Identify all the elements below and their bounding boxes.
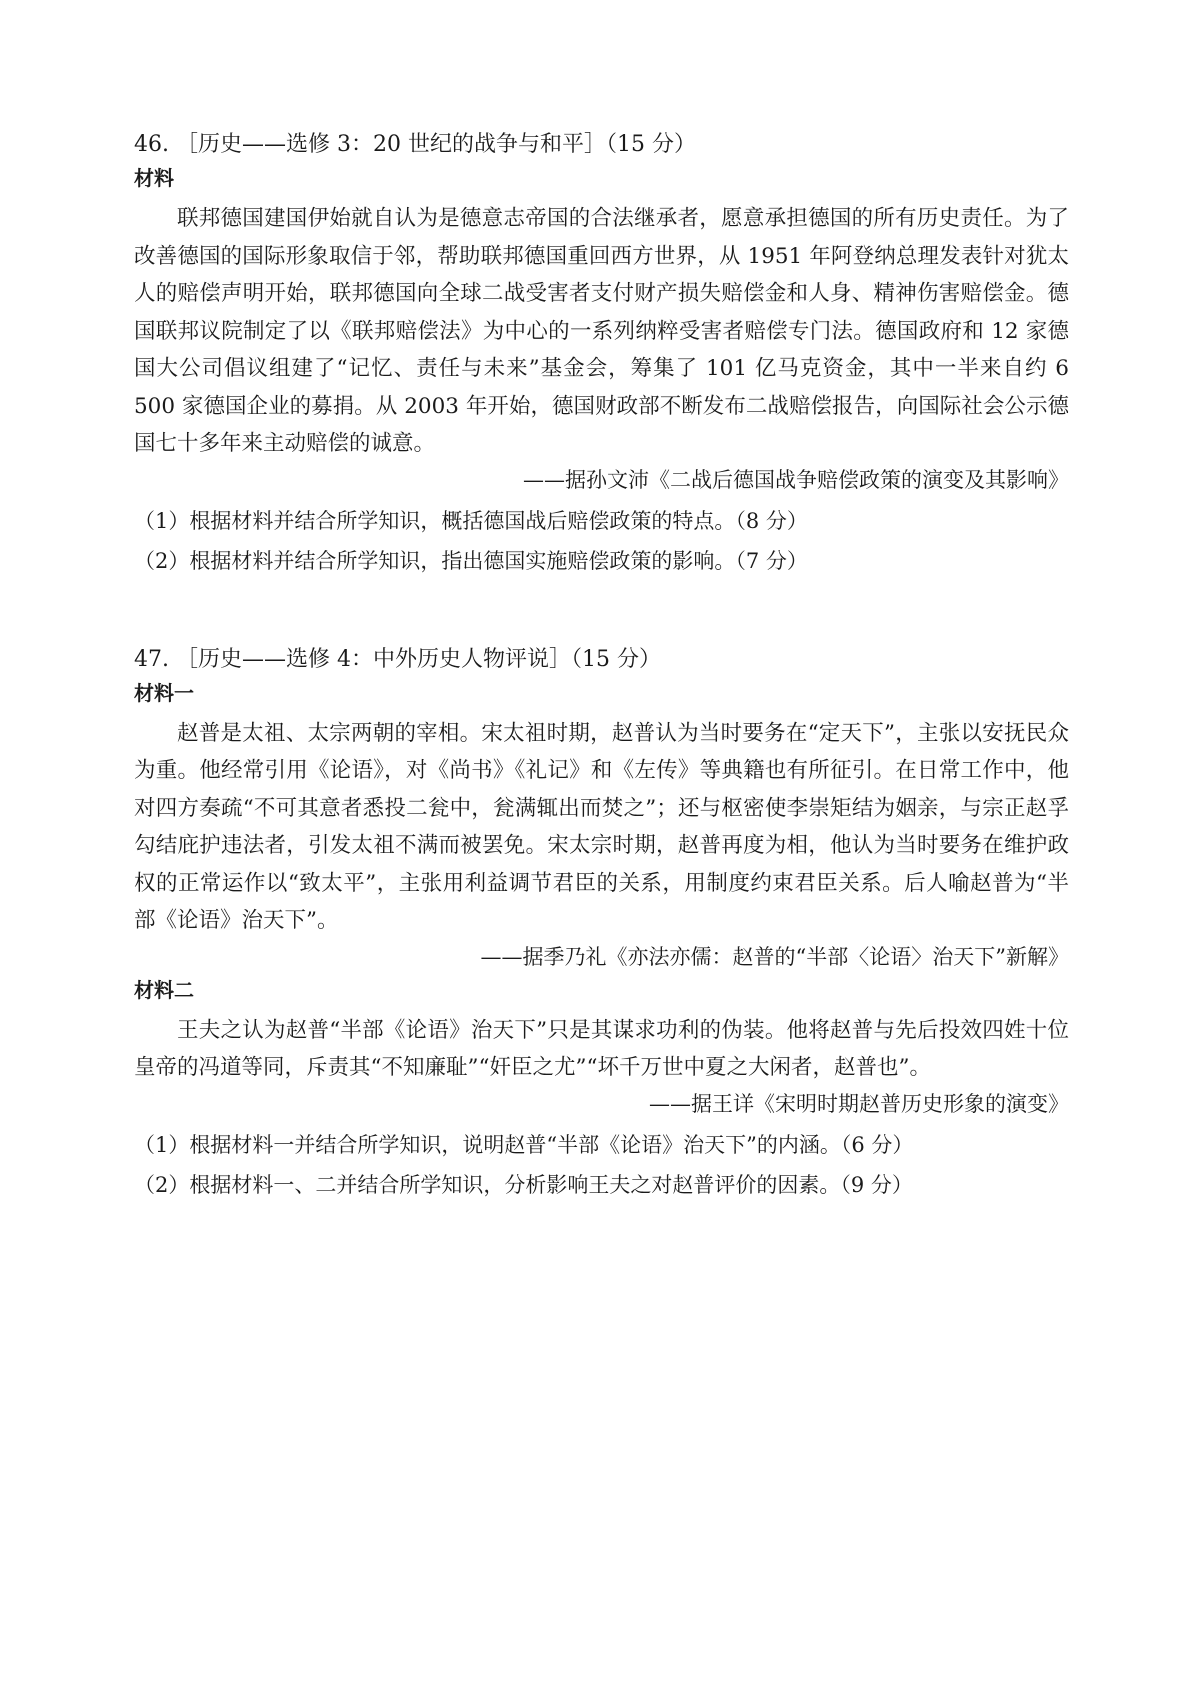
sub-question-47-1: （1）根据材料一并结合所学知识，说明赵普“半部《论语》治天下”的内涵。（6 分） xyxy=(134,1132,914,1157)
material-2-paragraph: 王夫之认为赵普“半部《论语》治天下”只是其谋求功利的伪装。他将赵普与先后投效四姓十位皇帝的冯道等同，斥责其“不知廉耻”“奸臣之尤”“坏千万世中夏之大闲者，赵普也”。 xyxy=(134,1017,1069,1080)
question-47-header: 47. ［历史——选修 4：中外历史人物评说］（15 分） xyxy=(134,646,661,672)
sub-question-46-1: （1）根据材料并结合所学知识，概括德国战后赔偿政策的特点。（8 分） xyxy=(134,508,808,533)
sub-question-46-2: （2）根据材料并结合所学知识，指出德国实施赔偿政策的影响。（7 分） xyxy=(134,548,808,573)
question-46 xyxy=(134,128,1069,581)
material-1-source: ——据季乃礼《亦法亦儒：赵普的“半部〈论语〉治天下”新解》 xyxy=(480,944,1069,969)
material-1-label: 材料一 xyxy=(134,680,194,705)
question-46-header: 46. ［历史——选修 3：20 世纪的战争与和平］（15 分） xyxy=(134,132,696,157)
exam-page xyxy=(134,128,1069,1205)
material-label: 材料 xyxy=(134,166,174,190)
question-47 xyxy=(134,643,1069,1205)
sub-question-47-2: （2）根据材料一、二并结合所学知识，分析影响王夫之对赵普评价的因素。（9 分） xyxy=(134,1172,913,1197)
material-source: ——据孙文沛《二战后德国战争赔偿政策的演变及其影响》 xyxy=(523,467,1069,492)
material-2-source: ——据王详《宋明时期赵普历史形象的演变》 xyxy=(649,1091,1069,1116)
material-2-label: 材料二 xyxy=(134,977,194,1002)
material-1-paragraph: 赵普是太祖、太宗两朝的宰相。宋太祖时期，赵普认为当时要务在“定天下”，主张以安抚民众为重。他经常引用《论语》，对《尚书》《礼记》和《左传》等典籍也有所征引。在日常工作中，他对四方奏疏“不可其意者悉投二瓮中，瓮满辄出而焚之”；还与枢密使李崇矩结为姻亲，与宗正赵孚勾结庇护违法者，引发太祖不满而被罢免。宋太宗时期，赵普再度为相，他认为当时要务在维护政权的正常运作以“致太平”，主张用利益调节君臣的关系，用制度约束君臣关系。后人喻赵普为“半部《论语》治天下”。 xyxy=(134,720,1069,933)
material-paragraph: 联邦德国建国伊始就自认为是德意志帝国的合法继承者，愿意承担德国的所有历史责任。为了改善德国的国际形象取信于邻，帮助联邦德国重回西方世界，从 1951 年阿登纳总理发表针对犹太人的赔偿声明开始，联邦德国向全球二战受害者支付财产损失赔偿金和人身、精神伤害赔偿金。德国联邦议院制定了以《联邦赔偿法》为中心的一系列纳粹受害者赔偿专门法。德国政府和 12 家德国大公司倡议组建了“记忆、责任与未来”基金会，筹集了 101 亿马克资金，其中一半来自约 6 500 家德国企业的募捐。从 2003 年开始，德国财政部不断发布二战赔偿报告，向国际社会公示德国七十多年来主动赔偿的诚意。 xyxy=(134,206,1069,456)
